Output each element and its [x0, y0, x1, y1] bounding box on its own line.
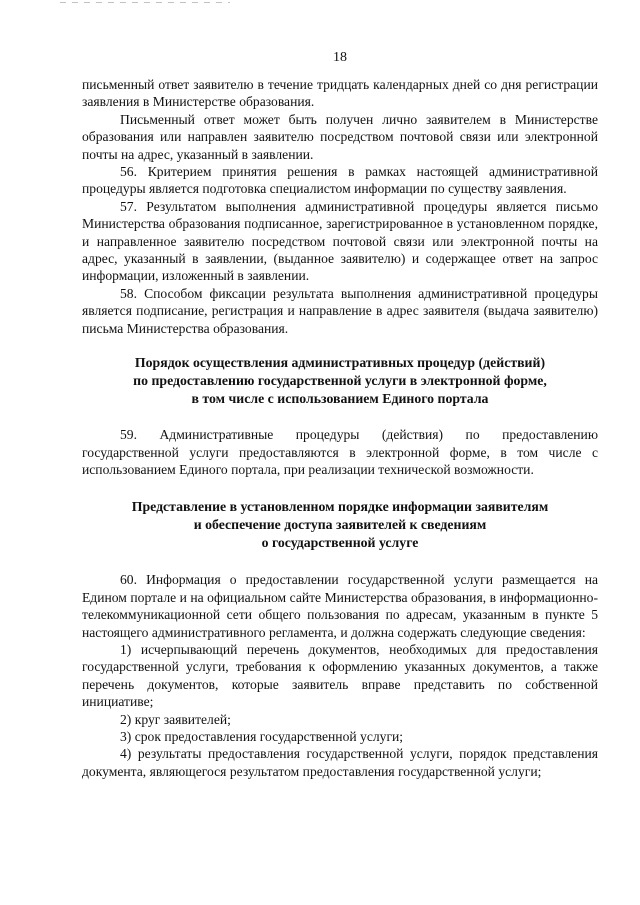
section-heading-information-access	[82, 498, 598, 552]
list-item: 1) исчерпывающий перечень документов, необходимых для предоставления государственной услуги, требования к оформлению указанных документов, а также перечень документов, которые заявитель вправе представить по собственной инициативе;	[82, 641, 598, 710]
heading-line: в том числе с использованием Единого портала	[191, 391, 489, 407]
required-information-list	[82, 641, 598, 780]
heading-line: и обеспечение доступа заявителей к сведениям	[193, 517, 487, 533]
heading-line: о государственной услуге	[261, 535, 419, 551]
paragraph-59: 59. Административные процедуры (действия) по предоставлению государственной услуги предоставляются в электронной форме, в том числе с использованием Единого портала, при реализации технической возможности.	[82, 427, 598, 477]
section-heading-electronic-procedures	[82, 354, 598, 408]
list-item: 3) срок предоставления государственной услуги;	[120, 728, 404, 744]
list-item: 4) результаты предоставления государственной услуги, порядок представления документа, являющегося результатом предоставления государственной услуги;	[82, 746, 598, 779]
paragraph-written-answer: Письменный ответ может быть получен лично заявителем в Министерстве образования или направлен заявителю посредством почтовой связи или электронной почты на адрес, указанный в заявлении.	[82, 111, 598, 162]
paragraph-57: 57. Результатом выполнения административной процедуры является письмо Министерства образования подписанное, зарегистрированное в установленном порядке, и направленное заявителю посредством почтовой связи или электронной почты на адрес, указанный в заявлении, (выданное заявителю) и содержащее ответ на запрос информации, изложенный в заявлении.	[82, 198, 598, 284]
paragraph-56: 56. Критерием принятия решения в рамках настоящей административной процедуры является подготовка специалистом информации по существу заявления.	[82, 164, 598, 197]
list-item: 2) круг заявителей;	[120, 711, 231, 727]
paragraph-continuation: письменный ответ заявителю в течение тридцать календарных дней со дня регистрации заявления в Министерстве образования.	[82, 77, 598, 110]
page-number: 18	[333, 50, 347, 65]
document-body	[82, 76, 598, 780]
heading-line: по предоставлению государственной услуги в электронной форме,	[133, 373, 547, 389]
heading-line: Порядок осуществления административных процедур (действий)	[134, 355, 546, 371]
paragraph-60: 60. Информация о предоставлении государственной услуги размещается на Едином портале и на официальном сайте Министерства образования, в информационно-телекоммуникационной сети общего пользования по адресам, указанным в пункте 5 настоящего административного регламента, и должна содержать следующие сведения:	[82, 572, 598, 640]
scan-artifact-line	[60, 2, 230, 3]
heading-line: Представление в установленном порядке информации заявителям	[131, 499, 549, 515]
paragraph-58: 58. Способом фиксации результата выполнения административной процедуры является подписание, регистрация и направление в адрес заявителя (выдача заявителю) письма Министерства образования.	[82, 285, 598, 336]
